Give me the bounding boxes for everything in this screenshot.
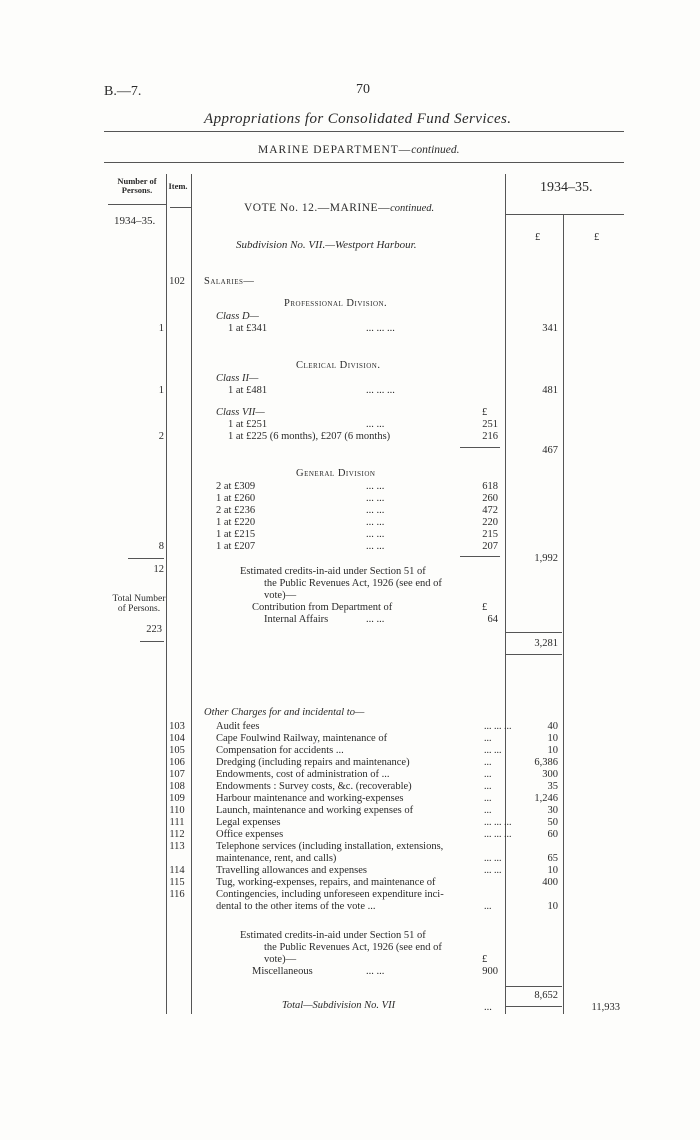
salaries-contribution-line-2: Internal Affairs bbox=[264, 614, 329, 625]
other-item-description: Contingencies, including unforeseen expenditure inci- bbox=[216, 889, 444, 900]
other-item-amount: 300 bbox=[542, 769, 558, 780]
other-item-number: 105 bbox=[169, 745, 185, 756]
general-amount: 1,992 bbox=[534, 553, 558, 564]
class-vii-rule bbox=[460, 447, 500, 448]
vote-title-text: VOTE No. 12.—MARINE— bbox=[244, 202, 391, 214]
total-label: Total—Subdivision No. VII bbox=[282, 1000, 396, 1011]
other-item-amount: 400 bbox=[542, 877, 558, 888]
other-item-number: 111 bbox=[169, 817, 185, 828]
class-vii-line-1-dots: ... ... bbox=[366, 419, 385, 430]
persons-column-header: Number of Persons. bbox=[117, 176, 157, 195]
salaries-subtotal: 3,281 bbox=[534, 638, 558, 649]
misc-value: 900 bbox=[482, 966, 498, 977]
item-column-header: Item. bbox=[168, 181, 188, 191]
other-item-amount: 50 bbox=[547, 817, 558, 828]
general-dots-4: ... ... bbox=[366, 517, 385, 528]
salaries-total-persons: 12 bbox=[153, 564, 164, 575]
page-reference: B.—7. bbox=[104, 84, 142, 99]
other-item-description: Cape Foulwind Railway, maintenance of bbox=[216, 733, 388, 744]
department-continued: continued. bbox=[411, 144, 460, 156]
class-vii-line-1-value: 251 bbox=[482, 419, 498, 430]
other-subtotal-rule-top bbox=[506, 986, 562, 987]
other-item-amount: 30 bbox=[547, 805, 558, 816]
other-item-dots: ... ... bbox=[484, 853, 502, 864]
total-amount: 11,933 bbox=[591, 1002, 620, 1013]
general-dots-5: ... ... bbox=[366, 529, 385, 540]
class-vii-line-2: 1 at £225 (6 months), £207 (6 months) bbox=[228, 431, 391, 442]
general-value-6: 207 bbox=[482, 541, 498, 552]
class-vii-persons: 2 bbox=[158, 431, 164, 442]
other-item-dots: ... ... ... bbox=[484, 829, 512, 840]
general-line-6: 1 at £207 bbox=[216, 541, 256, 552]
other-item-dots: ... ... bbox=[484, 745, 502, 756]
department-rule bbox=[104, 162, 624, 163]
pound-header-1: £ bbox=[535, 232, 541, 243]
rule-amount-total bbox=[563, 214, 564, 1014]
other-item-description: Office expenses bbox=[216, 829, 284, 840]
salaries-item: 102 bbox=[169, 276, 185, 287]
general-division-heading: General Division bbox=[296, 468, 376, 479]
general-value-3: 472 bbox=[482, 505, 498, 516]
salaries-credits-line-2: the Public Revenues Act, 1926 (see end of bbox=[264, 578, 442, 589]
other-item-dots: ... bbox=[484, 733, 492, 744]
salaries-credits-line-1: Estimated credits-in-aid under Section 51 of bbox=[240, 566, 426, 577]
other-subtotal-rule-bottom bbox=[506, 1006, 562, 1007]
other-item-amount: 10 bbox=[547, 901, 558, 912]
other-item-number: 113 bbox=[169, 841, 185, 852]
other-item-dots: ... bbox=[484, 781, 492, 792]
misc-dots: ... ... bbox=[366, 966, 385, 977]
other-item-number: 103 bbox=[169, 721, 185, 732]
other-item-description: maintenance, rent, and calls) bbox=[216, 853, 337, 864]
other-item-amount: 6,386 bbox=[534, 757, 558, 768]
other-item-description: Travelling allowances and expenses bbox=[216, 865, 367, 876]
other-item-amount: 1,246 bbox=[534, 793, 558, 804]
other-item-number: 110 bbox=[169, 805, 185, 816]
other-charges-heading: Other Charges for and incidental to— bbox=[204, 707, 365, 718]
class-ii-line: 1 at £481 bbox=[228, 385, 268, 396]
other-item-description: dental to the other items of the vote ... bbox=[216, 901, 376, 912]
salaries-credits-pound: £ bbox=[482, 602, 488, 613]
department-heading bbox=[258, 144, 460, 156]
persons-year: 1934–35. bbox=[114, 215, 156, 227]
persons-sum-rule bbox=[128, 558, 164, 559]
header-rule-right bbox=[506, 214, 624, 215]
general-dots-6: ... ... bbox=[366, 541, 385, 552]
other-item-number: 107 bbox=[169, 769, 185, 780]
general-line-1: 2 at £309 bbox=[216, 481, 256, 492]
other-credits-line-1: Estimated credits-in-aid under Section 51 of bbox=[240, 930, 426, 941]
class-ii-persons: 1 bbox=[158, 385, 164, 396]
other-item-description: Legal expenses bbox=[216, 817, 281, 828]
vote-title bbox=[244, 202, 434, 214]
general-dots-2: ... ... bbox=[366, 493, 385, 504]
class-vii-label: Class VII— bbox=[216, 407, 265, 418]
title-rule bbox=[104, 131, 624, 132]
other-item-dots: ... bbox=[484, 793, 492, 804]
total-dots: ... bbox=[484, 1002, 492, 1013]
other-item-description: Compensation for accidents ... bbox=[216, 745, 344, 756]
class-d-amount: 341 bbox=[542, 323, 558, 334]
general-line-3: 2 at £236 bbox=[216, 505, 256, 516]
general-value-2: 260 bbox=[482, 493, 498, 504]
salaries-label: Salaries— bbox=[204, 276, 255, 287]
department-name: MARINE DEPARTMENT— bbox=[258, 144, 412, 156]
other-item-description: Dredging (including repairs and maintenance) bbox=[216, 757, 410, 768]
other-item-dots: ... ... bbox=[484, 865, 502, 876]
class-vii-line-1: 1 at £251 bbox=[228, 419, 268, 430]
other-item-amount: 10 bbox=[547, 745, 558, 756]
other-item-number: 116 bbox=[169, 889, 185, 900]
general-rule bbox=[460, 556, 500, 557]
other-item-description: Audit fees bbox=[216, 721, 260, 732]
clerical-division-heading: Clerical Division. bbox=[296, 360, 381, 371]
total-persons-label: Total Number of Persons. bbox=[112, 594, 166, 614]
general-dots-3: ... ... bbox=[366, 505, 385, 516]
general-value-1: 618 bbox=[482, 481, 498, 492]
other-item-dots: ... ... ... bbox=[484, 721, 512, 732]
subdivision-heading: Subdivision No. VII.—Westport Harbour. bbox=[236, 239, 417, 251]
salaries-credits-line-3: vote)— bbox=[264, 590, 297, 601]
other-item-amount: 10 bbox=[547, 865, 558, 876]
class-vii-pound: £ bbox=[482, 407, 488, 418]
class-ii-dots: ... ... ... bbox=[366, 385, 395, 396]
other-credits-pound: £ bbox=[482, 954, 488, 965]
total-persons-count: 223 bbox=[146, 624, 162, 635]
other-item-number: 104 bbox=[169, 733, 185, 744]
other-item-amount: 60 bbox=[547, 829, 558, 840]
other-item-dots: ... bbox=[484, 805, 492, 816]
salaries-subtotal-rule-top bbox=[506, 632, 562, 633]
other-item-number: 114 bbox=[169, 865, 185, 876]
other-item-number: 108 bbox=[169, 781, 185, 792]
other-item-number: 106 bbox=[169, 757, 185, 768]
other-item-amount: 40 bbox=[547, 721, 558, 732]
other-credits-line-2: the Public Revenues Act, 1926 (see end of bbox=[264, 942, 442, 953]
header-rule-item bbox=[170, 207, 191, 208]
class-ii-label: Class II— bbox=[216, 373, 259, 384]
vote-continued: continued. bbox=[390, 203, 435, 214]
pound-header-2: £ bbox=[594, 232, 600, 243]
other-item-description: Endowments, cost of administration of ... bbox=[216, 769, 390, 780]
salaries-contribution-dots: ... ... bbox=[366, 614, 385, 625]
class-d-dots: ... ... ... bbox=[366, 323, 395, 334]
misc-label: Miscellaneous bbox=[252, 966, 313, 977]
rule-desc-amount bbox=[505, 174, 506, 1014]
other-item-description: Telephone services (including installation, extensions, bbox=[216, 841, 444, 852]
class-vii-amount: 467 bbox=[542, 445, 558, 456]
professional-division-heading: Professional Division. bbox=[284, 298, 388, 309]
other-item-amount: 10 bbox=[547, 733, 558, 744]
header-rule-left bbox=[108, 204, 166, 205]
class-d-label: Class D— bbox=[216, 311, 259, 322]
general-value-5: 215 bbox=[482, 529, 498, 540]
other-item-number: 109 bbox=[169, 793, 185, 804]
class-d-line: 1 at £341 bbox=[228, 323, 268, 334]
general-line-5: 1 at £215 bbox=[216, 529, 256, 540]
other-item-amount: 65 bbox=[547, 853, 558, 864]
other-item-dots: ... bbox=[484, 901, 492, 912]
other-item-dots: ... bbox=[484, 757, 492, 768]
other-item-description: Harbour maintenance and working-expenses bbox=[216, 793, 404, 804]
other-item-amount: 35 bbox=[547, 781, 558, 792]
general-dots-1: ... ... bbox=[366, 481, 385, 492]
class-vii-line-2-value: 216 bbox=[482, 431, 498, 442]
other-item-description: Endowments : Survey costs, &c. (recoverable) bbox=[216, 781, 412, 792]
rule-item-desc bbox=[191, 174, 192, 1014]
salaries-credits-value: 64 bbox=[487, 614, 498, 625]
salaries-subtotal-rule-bottom bbox=[506, 654, 562, 655]
salaries-contribution-line-1: Contribution from Department of bbox=[252, 602, 393, 613]
other-item-description: Launch, maintenance and working expenses of bbox=[216, 805, 414, 816]
general-line-2: 1 at £260 bbox=[216, 493, 256, 504]
page-title: Appropriations for Consolidated Fund Services. bbox=[204, 111, 512, 127]
other-item-dots: ... ... ... bbox=[484, 817, 512, 828]
other-item-number: 112 bbox=[169, 829, 185, 840]
class-ii-amount: 481 bbox=[542, 385, 558, 396]
other-subtotal: 8,652 bbox=[534, 990, 558, 1001]
class-d-persons: 1 bbox=[158, 323, 164, 334]
other-item-number: 115 bbox=[169, 877, 185, 888]
other-item-dots: ... bbox=[484, 769, 492, 780]
page-number: 70 bbox=[356, 82, 370, 97]
year-column-header: 1934–35. bbox=[540, 180, 593, 195]
other-credits-line-3: vote)— bbox=[264, 954, 297, 965]
general-persons: 8 bbox=[158, 541, 164, 552]
other-item-description: Tug, working-expenses, repairs, and maintenance of bbox=[216, 877, 436, 888]
general-value-4: 220 bbox=[482, 517, 498, 528]
general-line-4: 1 at £220 bbox=[216, 517, 256, 528]
total-persons-rule bbox=[140, 641, 164, 642]
